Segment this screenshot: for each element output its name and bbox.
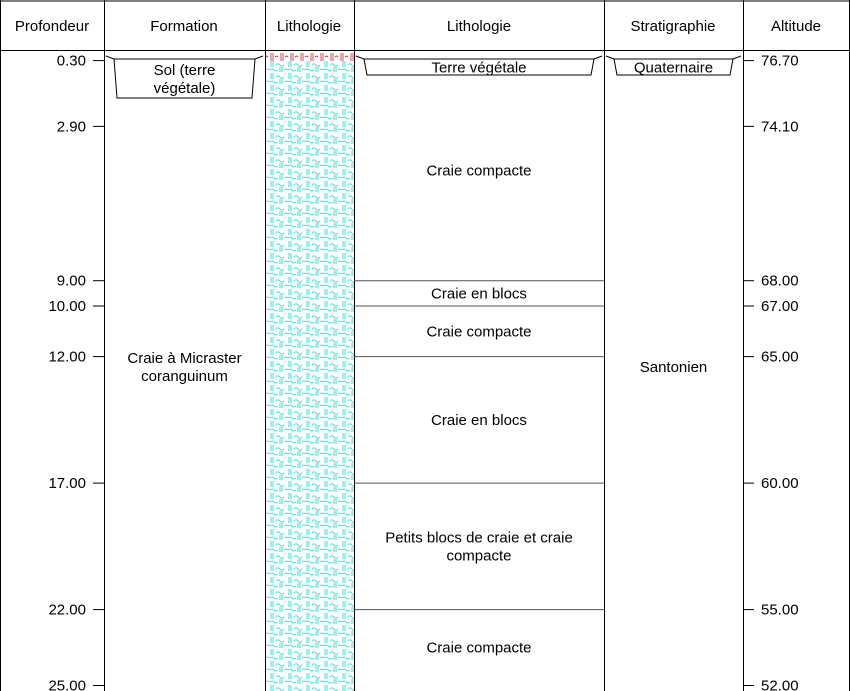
formation-text: Craie à Micraster — [127, 350, 242, 368]
altitude-label: 76.70 — [761, 52, 799, 70]
column-frame — [1, 0, 850, 691]
lithology-layer-text: Craie en blocs — [431, 411, 527, 429]
altitude-label: 74.10 — [761, 118, 799, 136]
header-stratigraphy: Stratigraphie — [630, 18, 716, 35]
depth-label: 10.00 — [48, 298, 86, 315]
depth-label: 9.00 — [56, 272, 86, 290]
altitude-label: 68.00 — [761, 272, 799, 290]
depth-label: 0.30 — [56, 52, 86, 70]
lithology-layer-text: Terre végétale — [431, 59, 527, 77]
header-altitude: Altitude — [770, 18, 822, 35]
depth-label: 25.00 — [48, 677, 86, 691]
header-row — [15, 18, 821, 35]
altitude-label: 67.00 — [761, 298, 799, 315]
depth-label: 17.00 — [48, 475, 86, 493]
altitude-label: 52.00 — [761, 677, 799, 691]
lithology-layer-text: Craie en blocs — [431, 285, 527, 303]
header-lithology: Lithologie — [446, 18, 512, 35]
formation-text: Sol (terre — [153, 62, 216, 79]
soil-pattern-strip — [265, 53, 354, 61]
depth-label: 22.00 — [48, 601, 86, 619]
formation-text: végétale) — [153, 80, 216, 97]
altitude-label: 60.00 — [761, 475, 799, 493]
depth-label: 12.00 — [48, 348, 86, 366]
header-lithology-pattern: Lithologie — [276, 18, 342, 35]
stratigraphy-text: Quaternaire — [633, 59, 714, 77]
lithology-pattern-column — [265, 61, 354, 691]
formation-text: coranguinum — [141, 368, 228, 386]
altitude-label: 65.00 — [761, 348, 799, 366]
header-depth: Profondeur — [14, 18, 90, 35]
altitude-label: 55.00 — [761, 601, 799, 619]
lithology-layer-text: compacte — [446, 547, 512, 565]
lithology-layer-text: Craie compacte — [426, 639, 532, 657]
lithology-layer-text: Craie compacte — [426, 162, 532, 180]
lithology-layer-text: Craie compacte — [426, 323, 532, 341]
lithology-layer-text: Petits blocs de craie et craie — [385, 529, 573, 547]
depth-label: 2.90 — [56, 118, 86, 136]
header-formation: Formation — [150, 18, 218, 35]
stratigraphy-text: Santonien — [639, 359, 708, 377]
